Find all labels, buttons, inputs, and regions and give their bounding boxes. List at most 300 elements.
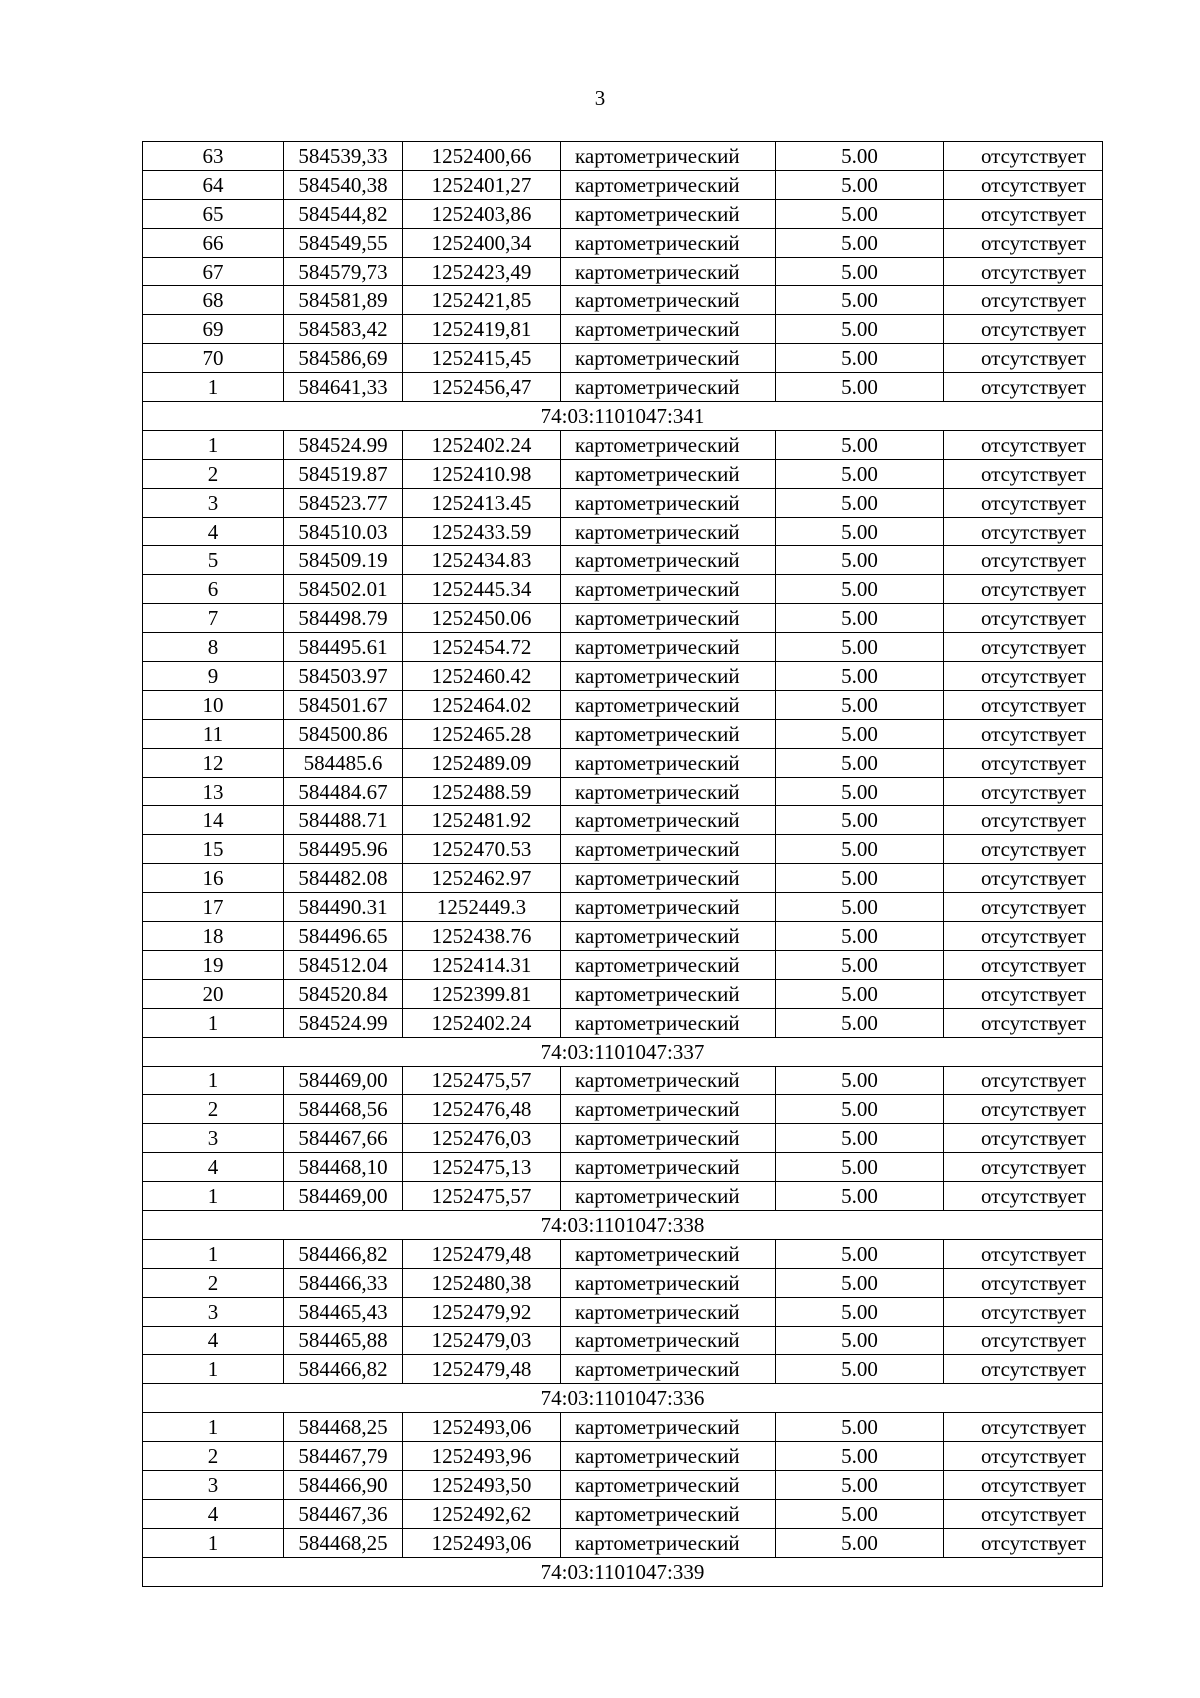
- accuracy-cell: 5.00: [776, 864, 944, 893]
- description-cell: отсутствует: [944, 835, 1103, 864]
- point-number-cell: 9: [143, 662, 284, 691]
- y-coordinate-cell: 1252479,92: [403, 1297, 561, 1326]
- description-cell: отсутствует: [944, 950, 1103, 979]
- x-coordinate-cell: 584524.99: [284, 430, 403, 459]
- table-row: [143, 1499, 1103, 1528]
- accuracy-cell: 5.00: [776, 719, 944, 748]
- y-coordinate-cell: 1252481.92: [403, 806, 561, 835]
- method-cell: картометрический: [561, 459, 776, 488]
- x-coordinate-cell: 584482.08: [284, 864, 403, 893]
- table-row: [143, 575, 1103, 604]
- description-cell: отсутствует: [944, 604, 1103, 633]
- point-number-cell: 2: [143, 1268, 284, 1297]
- y-coordinate-cell: 1252403,86: [403, 199, 561, 228]
- accuracy-cell: 5.00: [776, 286, 944, 315]
- point-number-cell: 18: [143, 922, 284, 951]
- x-coordinate-cell: 584581,89: [284, 286, 403, 315]
- x-coordinate-cell: 584466,33: [284, 1268, 403, 1297]
- table-row: [143, 950, 1103, 979]
- x-coordinate-cell: 584520.84: [284, 979, 403, 1008]
- point-number-cell: 2: [143, 1095, 284, 1124]
- point-number-cell: 3: [143, 1124, 284, 1153]
- description-cell: отсутствует: [944, 748, 1103, 777]
- y-coordinate-cell: 1252401,27: [403, 170, 561, 199]
- section-header-row: [143, 402, 1103, 431]
- x-coordinate-cell: 584495.96: [284, 835, 403, 864]
- x-coordinate-cell: 584468,25: [284, 1413, 403, 1442]
- method-cell: картометрический: [561, 373, 776, 402]
- table-row: [143, 979, 1103, 1008]
- point-number-cell: 1: [143, 1355, 284, 1384]
- y-coordinate-cell: 1252414.31: [403, 950, 561, 979]
- point-number-cell: 20: [143, 979, 284, 1008]
- accuracy-cell: 5.00: [776, 979, 944, 1008]
- x-coordinate-cell: 584549,55: [284, 228, 403, 257]
- method-cell: картометрический: [561, 950, 776, 979]
- point-number-cell: 1: [143, 1413, 284, 1442]
- point-number-cell: 17: [143, 893, 284, 922]
- point-number-cell: 5: [143, 546, 284, 575]
- description-cell: отсутствует: [944, 979, 1103, 1008]
- description-cell: отсутствует: [944, 170, 1103, 199]
- description-cell: отсутствует: [944, 344, 1103, 373]
- description-cell: отсутствует: [944, 1008, 1103, 1037]
- accuracy-cell: 5.00: [776, 1470, 944, 1499]
- accuracy-cell: 5.00: [776, 1326, 944, 1355]
- y-coordinate-cell: 1252480,38: [403, 1268, 561, 1297]
- accuracy-cell: 5.00: [776, 1095, 944, 1124]
- x-coordinate-cell: 584495.61: [284, 633, 403, 662]
- table-row: [143, 1355, 1103, 1384]
- method-cell: картометрический: [561, 430, 776, 459]
- x-coordinate-cell: 584544,82: [284, 199, 403, 228]
- method-cell: картометрический: [561, 488, 776, 517]
- accuracy-cell: 5.00: [776, 1297, 944, 1326]
- accuracy-cell: 5.00: [776, 546, 944, 575]
- method-cell: картометрический: [561, 228, 776, 257]
- method-cell: картометрический: [561, 748, 776, 777]
- accuracy-cell: 5.00: [776, 777, 944, 806]
- description-cell: отсутствует: [944, 922, 1103, 951]
- description-cell: отсутствует: [944, 1239, 1103, 1268]
- table-row: [143, 864, 1103, 893]
- description-cell: отсутствует: [944, 1413, 1103, 1442]
- description-cell: отсутствует: [944, 459, 1103, 488]
- accuracy-cell: 5.00: [776, 1066, 944, 1095]
- method-cell: картометрический: [561, 517, 776, 546]
- table-row: [143, 604, 1103, 633]
- table-row: [143, 690, 1103, 719]
- section-header-row: [143, 1037, 1103, 1066]
- table-row: [143, 546, 1103, 575]
- accuracy-cell: 5.00: [776, 575, 944, 604]
- table-row: [143, 1442, 1103, 1471]
- accuracy-cell: 5.00: [776, 633, 944, 662]
- y-coordinate-cell: 1252462.97: [403, 864, 561, 893]
- y-coordinate-cell: 1252475,13: [403, 1153, 561, 1182]
- x-coordinate-cell: 584466,82: [284, 1239, 403, 1268]
- x-coordinate-cell: 584579,73: [284, 257, 403, 286]
- table-row: [143, 662, 1103, 691]
- table-row: [143, 1528, 1103, 1557]
- x-coordinate-cell: 584465,88: [284, 1326, 403, 1355]
- method-cell: картометрический: [561, 170, 776, 199]
- y-coordinate-cell: 1252400,34: [403, 228, 561, 257]
- y-coordinate-cell: 1252449.3: [403, 893, 561, 922]
- cadastral-number-cell: 74:03:1101047:336: [143, 1384, 1103, 1413]
- y-coordinate-cell: 1252454.72: [403, 633, 561, 662]
- y-coordinate-cell: 1252465.28: [403, 719, 561, 748]
- description-cell: отсутствует: [944, 777, 1103, 806]
- method-cell: картометрический: [561, 575, 776, 604]
- method-cell: картометрический: [561, 922, 776, 951]
- table-row: [143, 373, 1103, 402]
- y-coordinate-cell: 1252476,03: [403, 1124, 561, 1153]
- method-cell: картометрический: [561, 806, 776, 835]
- point-number-cell: 1: [143, 430, 284, 459]
- description-cell: отсутствует: [944, 690, 1103, 719]
- accuracy-cell: 5.00: [776, 228, 944, 257]
- accuracy-cell: 5.00: [776, 1442, 944, 1471]
- x-coordinate-cell: 584468,56: [284, 1095, 403, 1124]
- table-row: [143, 1268, 1103, 1297]
- x-coordinate-cell: 584586,69: [284, 344, 403, 373]
- accuracy-cell: 5.00: [776, 1239, 944, 1268]
- description-cell: отсутствует: [944, 1124, 1103, 1153]
- method-cell: картометрический: [561, 1066, 776, 1095]
- description-cell: отсутствует: [944, 373, 1103, 402]
- table-row: [143, 1326, 1103, 1355]
- cadastral-number-cell: 74:03:1101047:338: [143, 1210, 1103, 1239]
- description-cell: отсутствует: [944, 1470, 1103, 1499]
- description-cell: отсутствует: [944, 1066, 1103, 1095]
- point-number-cell: 3: [143, 1470, 284, 1499]
- table-row: [143, 1413, 1103, 1442]
- x-coordinate-cell: 584490.31: [284, 893, 403, 922]
- y-coordinate-cell: 1252419,81: [403, 315, 561, 344]
- y-coordinate-cell: 1252470.53: [403, 835, 561, 864]
- accuracy-cell: 5.00: [776, 1124, 944, 1153]
- x-coordinate-cell: 584509.19: [284, 546, 403, 575]
- accuracy-cell: 5.00: [776, 517, 944, 546]
- method-cell: картометрический: [561, 1124, 776, 1153]
- y-coordinate-cell: 1252479,48: [403, 1355, 561, 1384]
- accuracy-cell: 5.00: [776, 344, 944, 373]
- description-cell: отсутствует: [944, 142, 1103, 171]
- x-coordinate-cell: 584467,66: [284, 1124, 403, 1153]
- point-number-cell: 63: [143, 142, 284, 171]
- point-number-cell: 66: [143, 228, 284, 257]
- description-cell: отсутствует: [944, 662, 1103, 691]
- table-row: [143, 517, 1103, 546]
- point-number-cell: 64: [143, 170, 284, 199]
- y-coordinate-cell: 1252493,06: [403, 1413, 561, 1442]
- x-coordinate-cell: 584496.65: [284, 922, 403, 951]
- x-coordinate-cell: 584467,79: [284, 1442, 403, 1471]
- method-cell: картометрический: [561, 1297, 776, 1326]
- point-number-cell: 4: [143, 517, 284, 546]
- method-cell: картометрический: [561, 979, 776, 1008]
- x-coordinate-cell: 584484.67: [284, 777, 403, 806]
- table-row: [143, 835, 1103, 864]
- description-cell: отсутствует: [944, 1442, 1103, 1471]
- table-row: [143, 893, 1103, 922]
- point-number-cell: 4: [143, 1326, 284, 1355]
- x-coordinate-cell: 584523.77: [284, 488, 403, 517]
- accuracy-cell: 5.00: [776, 142, 944, 171]
- y-coordinate-cell: 1252460.42: [403, 662, 561, 691]
- table-row: [143, 748, 1103, 777]
- point-number-cell: 3: [143, 1297, 284, 1326]
- y-coordinate-cell: 1252479,03: [403, 1326, 561, 1355]
- point-number-cell: 2: [143, 459, 284, 488]
- x-coordinate-cell: 584583,42: [284, 315, 403, 344]
- x-coordinate-cell: 584488.71: [284, 806, 403, 835]
- accuracy-cell: 5.00: [776, 315, 944, 344]
- point-number-cell: 16: [143, 864, 284, 893]
- method-cell: картометрический: [561, 604, 776, 633]
- x-coordinate-cell: 584540,38: [284, 170, 403, 199]
- x-coordinate-cell: 584465,43: [284, 1297, 403, 1326]
- point-number-cell: 15: [143, 835, 284, 864]
- y-coordinate-cell: 1252445.34: [403, 575, 561, 604]
- y-coordinate-cell: 1252456,47: [403, 373, 561, 402]
- point-number-cell: 65: [143, 199, 284, 228]
- point-number-cell: 7: [143, 604, 284, 633]
- accuracy-cell: 5.00: [776, 950, 944, 979]
- accuracy-cell: 5.00: [776, 1153, 944, 1182]
- method-cell: картометрический: [561, 690, 776, 719]
- table-row: [143, 488, 1103, 517]
- table-row: [143, 199, 1103, 228]
- y-coordinate-cell: 1252402.24: [403, 430, 561, 459]
- description-cell: отсутствует: [944, 633, 1103, 662]
- x-coordinate-cell: 584466,82: [284, 1355, 403, 1384]
- method-cell: картометрический: [561, 1268, 776, 1297]
- point-number-cell: 1: [143, 1239, 284, 1268]
- description-cell: отсутствует: [944, 517, 1103, 546]
- table-row: [143, 719, 1103, 748]
- x-coordinate-cell: 584503.97: [284, 662, 403, 691]
- cadastral-number-cell: 74:03:1101047:337: [143, 1037, 1103, 1066]
- point-number-cell: 13: [143, 777, 284, 806]
- method-cell: картометрический: [561, 777, 776, 806]
- x-coordinate-cell: 584468,25: [284, 1528, 403, 1557]
- method-cell: картометрический: [561, 835, 776, 864]
- y-coordinate-cell: 1252488.59: [403, 777, 561, 806]
- accuracy-cell: 5.00: [776, 257, 944, 286]
- accuracy-cell: 5.00: [776, 459, 944, 488]
- point-number-cell: 2: [143, 1442, 284, 1471]
- x-coordinate-cell: 584641,33: [284, 373, 403, 402]
- method-cell: картометрический: [561, 1528, 776, 1557]
- y-coordinate-cell: 1252415,45: [403, 344, 561, 373]
- table-row: [143, 922, 1103, 951]
- point-number-cell: 14: [143, 806, 284, 835]
- section-header-row: [143, 1384, 1103, 1413]
- method-cell: картометрический: [561, 864, 776, 893]
- description-cell: отсутствует: [944, 806, 1103, 835]
- point-number-cell: 4: [143, 1153, 284, 1182]
- x-coordinate-cell: 584498.79: [284, 604, 403, 633]
- page-number: 3: [594, 86, 606, 110]
- table-row: [143, 286, 1103, 315]
- method-cell: картометрический: [561, 1008, 776, 1037]
- y-coordinate-cell: 1252475,57: [403, 1066, 561, 1095]
- y-coordinate-cell: 1252433.59: [403, 517, 561, 546]
- method-cell: картометрический: [561, 1326, 776, 1355]
- method-cell: картометрический: [561, 662, 776, 691]
- method-cell: картометрический: [561, 633, 776, 662]
- point-number-cell: 1: [143, 1182, 284, 1211]
- method-cell: картометрический: [561, 1239, 776, 1268]
- x-coordinate-cell: 584502.01: [284, 575, 403, 604]
- accuracy-cell: 5.00: [776, 893, 944, 922]
- point-number-cell: 10: [143, 690, 284, 719]
- table-row: [143, 257, 1103, 286]
- method-cell: картометрический: [561, 1413, 776, 1442]
- description-cell: отсутствует: [944, 257, 1103, 286]
- description-cell: отсутствует: [944, 1182, 1103, 1211]
- accuracy-cell: 5.00: [776, 1528, 944, 1557]
- table-row: [143, 806, 1103, 835]
- x-coordinate-cell: 584512.04: [284, 950, 403, 979]
- description-cell: отсутствует: [944, 430, 1103, 459]
- method-cell: картометрический: [561, 257, 776, 286]
- accuracy-cell: 5.00: [776, 170, 944, 199]
- x-coordinate-cell: 584510.03: [284, 517, 403, 546]
- accuracy-cell: 5.00: [776, 922, 944, 951]
- method-cell: картометрический: [561, 286, 776, 315]
- point-number-cell: 11: [143, 719, 284, 748]
- accuracy-cell: 5.00: [776, 199, 944, 228]
- table-row: [143, 1182, 1103, 1211]
- y-coordinate-cell: 1252464.02: [403, 690, 561, 719]
- description-cell: отсутствует: [944, 315, 1103, 344]
- y-coordinate-cell: 1252493,96: [403, 1442, 561, 1471]
- accuracy-cell: 5.00: [776, 604, 944, 633]
- y-coordinate-cell: 1252434.83: [403, 546, 561, 575]
- table-row: [143, 777, 1103, 806]
- table-row: [143, 1239, 1103, 1268]
- table-row: [143, 1153, 1103, 1182]
- section-header-row: [143, 1557, 1103, 1586]
- x-coordinate-cell: 584500.86: [284, 719, 403, 748]
- point-number-cell: 69: [143, 315, 284, 344]
- table-row: [143, 1124, 1103, 1153]
- description-cell: отсутствует: [944, 1095, 1103, 1124]
- y-coordinate-cell: 1252399.81: [403, 979, 561, 1008]
- accuracy-cell: 5.00: [776, 1413, 944, 1442]
- method-cell: картометрический: [561, 546, 776, 575]
- section-header-row: [143, 1210, 1103, 1239]
- y-coordinate-cell: 1252493,50: [403, 1470, 561, 1499]
- point-number-cell: 1: [143, 373, 284, 402]
- description-cell: отсутствует: [944, 719, 1103, 748]
- accuracy-cell: 5.00: [776, 1008, 944, 1037]
- table-row: [143, 430, 1103, 459]
- method-cell: картометрический: [561, 893, 776, 922]
- point-number-cell: 6: [143, 575, 284, 604]
- y-coordinate-cell: 1252492,62: [403, 1499, 561, 1528]
- accuracy-cell: 5.00: [776, 1182, 944, 1211]
- y-coordinate-cell: 1252475,57: [403, 1182, 561, 1211]
- y-coordinate-cell: 1252413.45: [403, 488, 561, 517]
- table-row: [143, 1297, 1103, 1326]
- table-row: [143, 633, 1103, 662]
- accuracy-cell: 5.00: [776, 373, 944, 402]
- point-number-cell: 4: [143, 1499, 284, 1528]
- coordinates-table: [142, 141, 1103, 1587]
- cadastral-number-cell: 74:03:1101047:339: [143, 1557, 1103, 1586]
- accuracy-cell: 5.00: [776, 835, 944, 864]
- accuracy-cell: 5.00: [776, 1499, 944, 1528]
- accuracy-cell: 5.00: [776, 662, 944, 691]
- accuracy-cell: 5.00: [776, 806, 944, 835]
- x-coordinate-cell: 584501.67: [284, 690, 403, 719]
- table-row: [143, 315, 1103, 344]
- method-cell: картометрический: [561, 1153, 776, 1182]
- accuracy-cell: 5.00: [776, 488, 944, 517]
- method-cell: картометрический: [561, 1182, 776, 1211]
- y-coordinate-cell: 1252402.24: [403, 1008, 561, 1037]
- description-cell: отсутствует: [944, 1499, 1103, 1528]
- point-number-cell: 1: [143, 1528, 284, 1557]
- y-coordinate-cell: 1252493,06: [403, 1528, 561, 1557]
- x-coordinate-cell: 584519.87: [284, 459, 403, 488]
- description-cell: отсутствует: [944, 286, 1103, 315]
- table-row: [143, 228, 1103, 257]
- point-number-cell: 1: [143, 1066, 284, 1095]
- accuracy-cell: 5.00: [776, 748, 944, 777]
- method-cell: картометрический: [561, 1499, 776, 1528]
- description-cell: отсутствует: [944, 228, 1103, 257]
- method-cell: картометрический: [561, 142, 776, 171]
- x-coordinate-cell: 584467,36: [284, 1499, 403, 1528]
- table-row: [143, 1470, 1103, 1499]
- y-coordinate-cell: 1252421,85: [403, 286, 561, 315]
- y-coordinate-cell: 1252489.09: [403, 748, 561, 777]
- description-cell: отсутствует: [944, 1297, 1103, 1326]
- method-cell: картометрический: [561, 1442, 776, 1471]
- point-number-cell: 3: [143, 488, 284, 517]
- method-cell: картометрический: [561, 1355, 776, 1384]
- description-cell: отсутствует: [944, 575, 1103, 604]
- cadastral-number-cell: 74:03:1101047:341: [143, 402, 1103, 431]
- coordinates-table-body: [143, 142, 1103, 1587]
- accuracy-cell: 5.00: [776, 690, 944, 719]
- x-coordinate-cell: 584469,00: [284, 1066, 403, 1095]
- description-cell: отсутствует: [944, 1153, 1103, 1182]
- x-coordinate-cell: 584524.99: [284, 1008, 403, 1037]
- accuracy-cell: 5.00: [776, 430, 944, 459]
- point-number-cell: 67: [143, 257, 284, 286]
- y-coordinate-cell: 1252476,48: [403, 1095, 561, 1124]
- method-cell: картометрический: [561, 344, 776, 373]
- accuracy-cell: 5.00: [776, 1355, 944, 1384]
- description-cell: отсутствует: [944, 864, 1103, 893]
- y-coordinate-cell: 1252400,66: [403, 142, 561, 171]
- table-row: [143, 142, 1103, 171]
- point-number-cell: 70: [143, 344, 284, 373]
- y-coordinate-cell: 1252450.06: [403, 604, 561, 633]
- description-cell: отсутствует: [944, 546, 1103, 575]
- method-cell: картометрический: [561, 1470, 776, 1499]
- description-cell: отсутствует: [944, 1268, 1103, 1297]
- y-coordinate-cell: 1252438.76: [403, 922, 561, 951]
- x-coordinate-cell: 584539,33: [284, 142, 403, 171]
- point-number-cell: 68: [143, 286, 284, 315]
